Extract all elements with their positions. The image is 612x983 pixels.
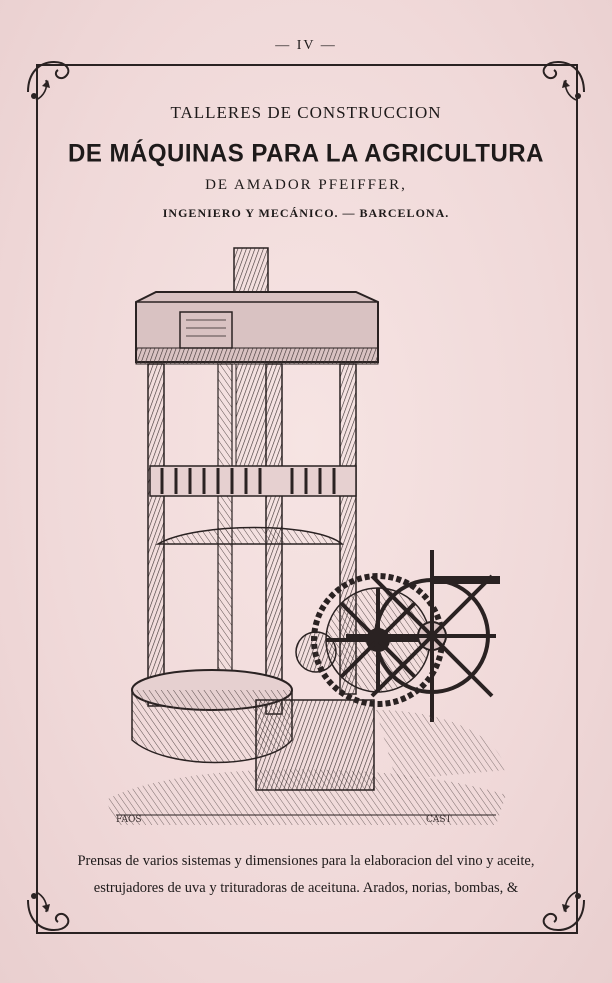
engraver-signature-left: FAOS [116, 815, 142, 825]
owner-title-location: INGENIERO Y MECÁNICO. — BARCELONA. [162, 206, 450, 220]
page-number: — IV — [275, 38, 337, 53]
corner-ornament-icon [22, 52, 80, 110]
corner-ornament-icon [532, 52, 590, 110]
engraver-signature-right: CAST [426, 815, 452, 825]
company-subheading: DE MÁQUINAS PARA LA AGRICULTURA [68, 139, 544, 168]
press-machine-illustration [96, 240, 516, 840]
owner-name: DE AMADOR PFEIFFER, [205, 177, 407, 193]
company-heading: TALLERES DE CONSTRUCCION [170, 103, 442, 122]
product-description [50, 848, 562, 902]
description-line: Prensas de varios sistemas y dimensiones para la elaboracion del vino y aceite, [77, 853, 535, 869]
description-line: estrujadores de uva y trituradoras de aceituna. Arados, norias, bombas, & [93, 880, 519, 896]
